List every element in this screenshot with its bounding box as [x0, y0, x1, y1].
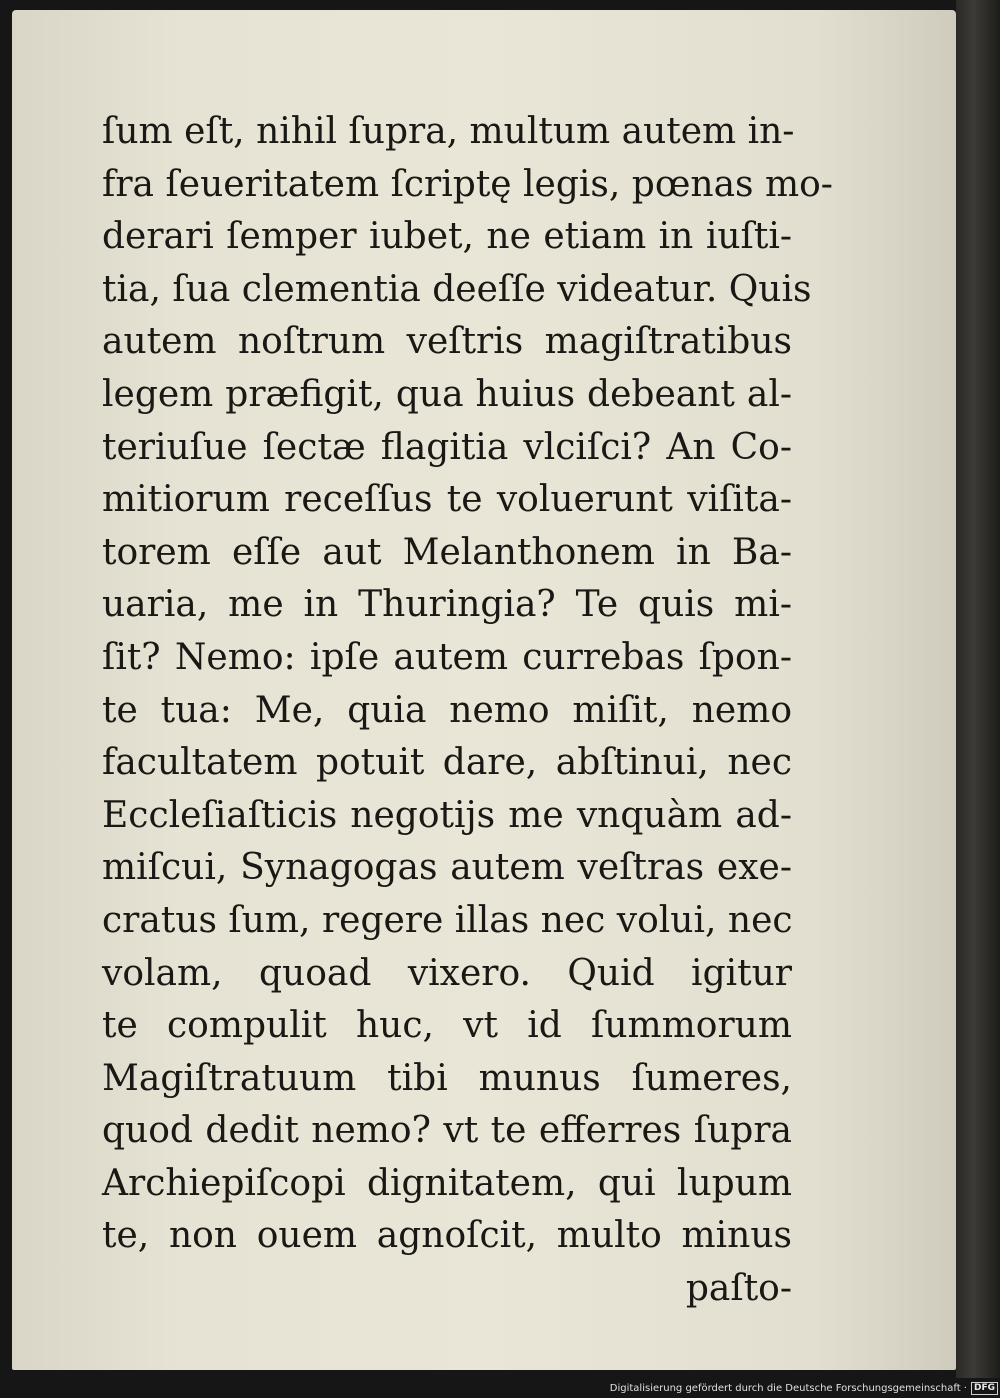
- text-line: cratus ſum, regere illas nec volui, nec: [102, 899, 793, 941]
- text-line: derari ſemper iubet, ne etiam in iuſti-: [102, 216, 792, 258]
- text-line: Archiepiſcopi dignitatem, qui lupum: [102, 1162, 792, 1204]
- text-line: te, non ouem agnoſcit, multo minus: [102, 1215, 792, 1257]
- digitization-credit: [600, 1380, 998, 1396]
- text-line: legem præfigit, qua huius debeant al-: [102, 373, 792, 415]
- text-line: te tua: Me, quia nemo miſit, nemo: [102, 689, 792, 731]
- text-line: torem eſſe aut Melanthonem in Ba-: [102, 531, 792, 573]
- text-line: Eccleſiaſticis negotijs me vnquàm ad-: [102, 794, 792, 836]
- dfg-logo-icon: DFG: [971, 1382, 998, 1395]
- credit-text: Digitalisierung gefördert durch die Deutsche Forschungsgemeinschaft ·: [609, 1382, 967, 1394]
- text-line: mitiorum receſſus te voluerunt viſita-: [102, 479, 792, 521]
- text-line: autem noſtrum veſtris magiſtratibus: [102, 321, 792, 363]
- page-text: [102, 106, 833, 1316]
- text-line: quod dedit nemo? vt te efferres ſupra: [102, 1110, 792, 1152]
- text-line: fra ſeueritatem ſcriptę legis, pœnas mo-: [102, 163, 833, 205]
- text-line: uaria, me in Thuringia? Te quis mi-: [102, 584, 792, 626]
- text-line: ſit? Nemo: ipſe autem currebas ſpon-: [102, 636, 792, 678]
- text-line: volam, quoad vixero. Quid igitur: [102, 952, 792, 994]
- text-line: tia, ſua clementia deeſſe videatur. Quis: [102, 268, 812, 310]
- text-line: facultatem potuit dare, abſtinui, nec: [102, 742, 792, 784]
- text-line: miſcui, Synagogas autem veſtras exe-: [102, 847, 792, 889]
- book-page: [12, 10, 956, 1370]
- catchword: paſto-: [685, 1268, 792, 1310]
- text-line: teriuſue ſectæ flagitia vlciſci? An Co-: [102, 426, 792, 468]
- text-line: ſum eſt, nihil ſupra, multum autem in-: [102, 111, 795, 152]
- text-line: te compulit huc, vt id ſummorum: [102, 1005, 792, 1047]
- page-edge-shadow: [956, 0, 1000, 1378]
- text-line: Magiſtratuum tibi munus ſumeres,: [102, 1057, 792, 1099]
